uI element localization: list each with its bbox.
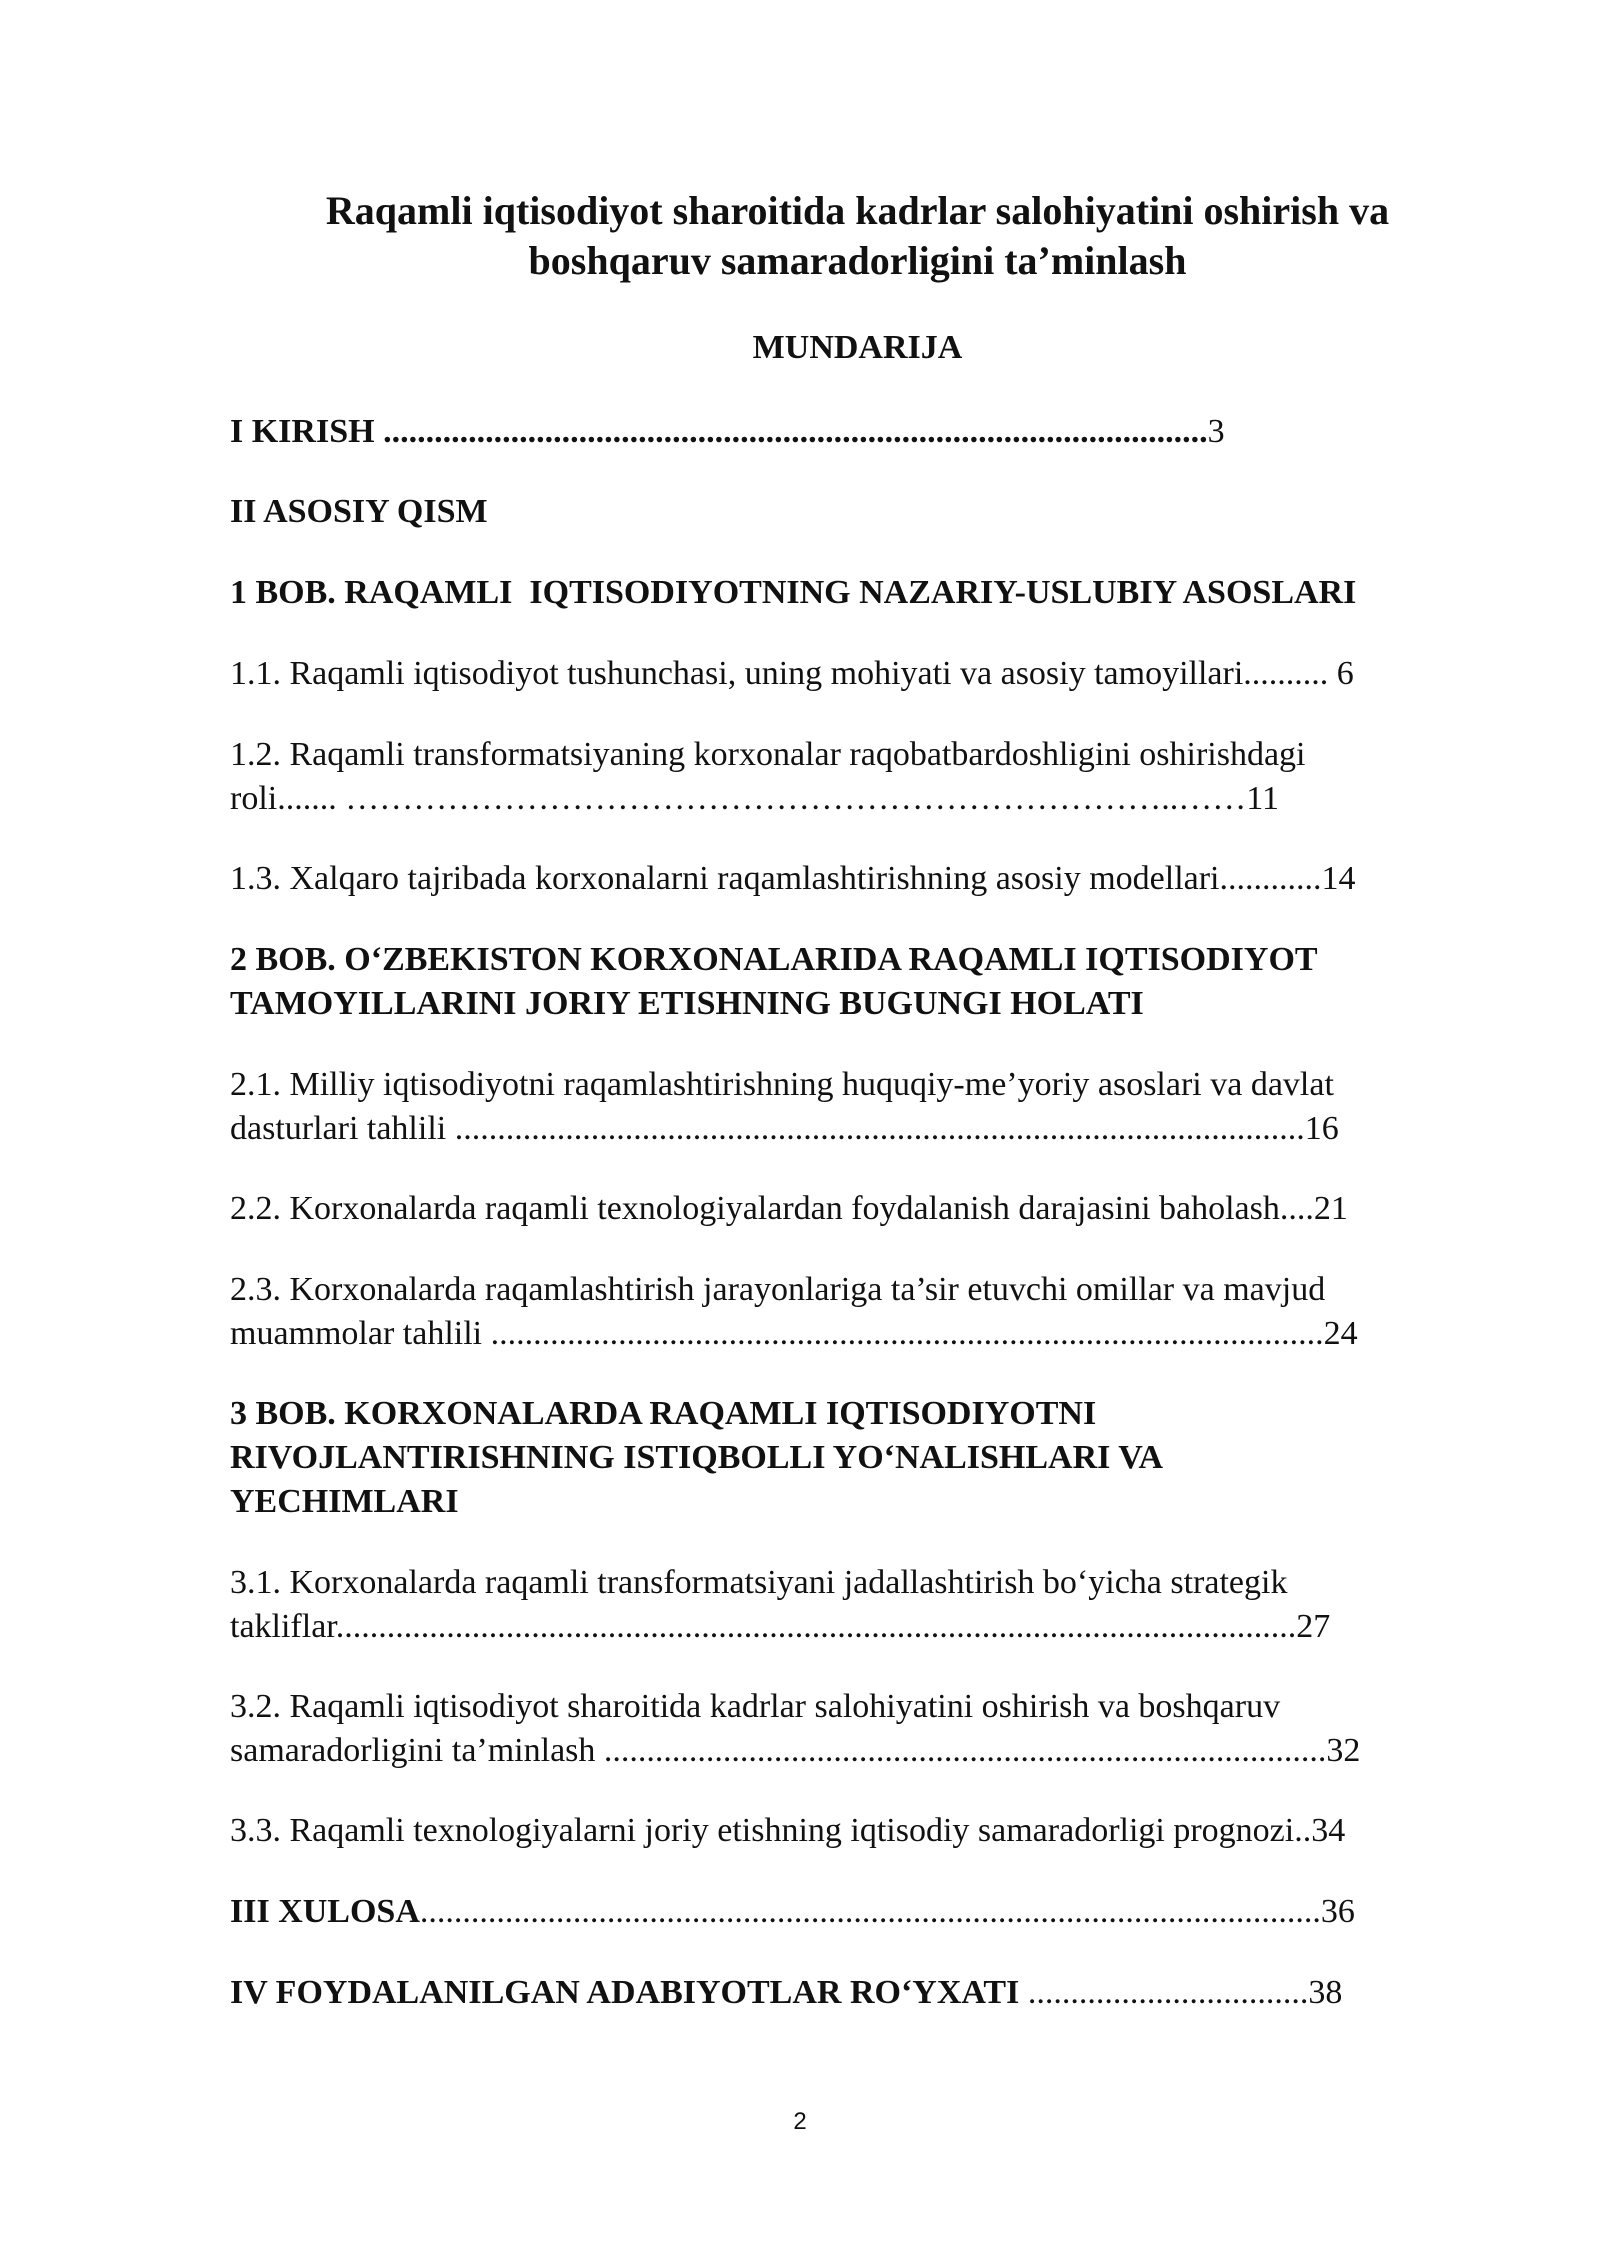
- toc-entry-text: 3.2. Raqamli iqtisodiyot sharoitida kadrlar salohiyatini oshirish va boshqaruv: [230, 1688, 1281, 1725]
- toc-entry-kirish: [230, 410, 1485, 454]
- toc-entry-2-2: [230, 1187, 1485, 1231]
- toc-entry-text: 3.1. Korxonalarda raqamli transformatsiyani jadallashtirish bo‘yicha strategik: [230, 1564, 1288, 1601]
- toc-entry-text: I KIRISH: [230, 413, 384, 450]
- toc-entry-text-cont: roli: [230, 780, 278, 817]
- toc-entry-1-1: [230, 652, 1485, 696]
- toc-entry-text: III XULOSA: [230, 1893, 420, 1930]
- toc-page-number: 38: [1308, 1974, 1343, 2011]
- document-title: [230, 186, 1485, 286]
- toc-entry-1-3: [230, 857, 1485, 901]
- toc-entry-text: IV FOYDALANILGAN ADABIYOTLAR RO‘YXATI: [230, 1974, 1028, 2011]
- toc-page-number: 6: [1336, 655, 1354, 692]
- page-number: 2: [793, 2108, 807, 2135]
- toc-leader-dots: ..................................................................................................: [490, 1315, 1324, 1352]
- contents-heading: MUNDARIJA: [752, 329, 963, 366]
- toc-leader-dots: .................................................................................................: [383, 413, 1208, 450]
- toc-entry-2-3: [230, 1268, 1485, 1356]
- toc-leader-dots: ............: [1219, 860, 1322, 897]
- toc-leader-dots: ....... ………………………………………………………………..……: [277, 780, 1247, 817]
- toc-entry-text: 2.3. Korxonalarda raqamlashtirish jarayonlariga ta’sir etuvchi omillar va mavjud: [230, 1271, 1326, 1308]
- toc-leader-dots: ..: [1294, 1812, 1312, 1849]
- title-line-2: boshqaruv samaradorligini ta’minlash: [528, 238, 1187, 283]
- toc-entry-chapter-2: [230, 938, 1485, 1026]
- toc-leader-dots: .................................................................................................................: [335, 1608, 1297, 1645]
- toc-entry-text-cont: RIVOJLANTIRISHNING ISTIQBOLLI YO‘NALISHLARI VA: [230, 1439, 1163, 1476]
- toc-entry-text: 3.3. Raqamli texnologiyalarni joriy etishning iqtisodiy samaradorligi prognozi: [230, 1812, 1295, 1849]
- toc-page-number: 3: [1207, 413, 1225, 450]
- toc-entry-text: 1.3. Xalqaro tajribada korxonalarni raqamlashtirishning asosiy modellari: [230, 860, 1220, 897]
- toc-entry-2-1: [230, 1063, 1485, 1151]
- toc-entry-text: 2 BOB. O‘ZBEKISTON KORXONALARIDA RAQAMLI IQTISODIYOT: [230, 941, 1318, 978]
- toc-entry-xulosa: [230, 1890, 1485, 1934]
- toc-page-number: 11: [1246, 780, 1279, 817]
- toc-page-number: 14: [1321, 860, 1356, 897]
- toc-entry-3-3: [230, 1809, 1485, 1853]
- toc-page-number: 32: [1326, 1732, 1361, 1769]
- toc-entry-chapter-3: [230, 1392, 1485, 1524]
- toc-entry-text: 3 BOB. KORXONALARDA RAQAMLI IQTISODIYOTNI: [230, 1395, 1097, 1432]
- toc-entry-3-2: [230, 1685, 1485, 1773]
- toc-page-number: 27: [1296, 1608, 1331, 1645]
- toc-page-number: 21: [1313, 1190, 1348, 1227]
- toc-entry-text-cont: takliflar: [230, 1608, 336, 1645]
- toc-entry-text: 1.2. Raqamli transformatsiyaning korxonalar raqobatbardoshligini oshirishdagi: [230, 736, 1306, 773]
- toc-entry-chapter-1: 1 BOB. RAQAMLI IQTISODIYOTNING NAZARIY-USLUBIY ASOSLARI: [230, 574, 1357, 611]
- toc-page-number: 16: [1304, 1110, 1339, 1147]
- toc-entry-asosiy-qism: II ASOSIY QISM: [230, 493, 488, 530]
- toc-page-number: 36: [1320, 1893, 1355, 1930]
- toc-entry-text-cont: YECHIMLARI: [230, 1483, 459, 1520]
- toc-entry-3-1: [230, 1561, 1485, 1649]
- toc-leader-dots: ..........: [1243, 655, 1337, 692]
- toc-leader-dots: ....: [1279, 1190, 1314, 1227]
- toc-page-number: 24: [1323, 1315, 1358, 1352]
- toc-entry-1-2: [230, 733, 1485, 821]
- toc-entry-text-cont: muammolar tahlili: [230, 1315, 491, 1352]
- toc-entry-text-cont: samaradorligini ta’minlash: [230, 1732, 604, 1769]
- toc-leader-dots: .................................: [1027, 1974, 1309, 2011]
- toc-entry-text: 1.1. Raqamli iqtisodiyot tushunchasi, uning mohiyati va asosiy tamoyillari: [230, 655, 1244, 692]
- toc-leader-dots: ....................................................................................................: [454, 1110, 1305, 1147]
- toc-entry-text: 2.2. Korxonalarda raqamli texnologiyalardan foydalanish darajasini baholash: [230, 1190, 1280, 1227]
- title-line-1: Raqamli iqtisodiyot sharoitida kadrlar salohiyatini oshirish va: [325, 188, 1390, 233]
- toc-entry-text-cont: dasturlari tahlili: [230, 1110, 455, 1147]
- toc-entry-text: 2.1. Milliy iqtisodiyotni raqamlashtirishning huquqiy-me’yoriy asoslari va davlat: [230, 1066, 1334, 1103]
- toc-leader-dots: .....................................................................................: [603, 1732, 1327, 1769]
- toc-entry-adabiyotlar: [230, 1971, 1485, 2015]
- toc-entry-text-cont: TAMOYILLARINI JORIY ETISHNING BUGUNGI HOLATI: [230, 985, 1144, 1022]
- toc-page-number: 34: [1311, 1812, 1346, 1849]
- toc-leader-dots: ..........................................................................................................: [419, 1893, 1321, 1930]
